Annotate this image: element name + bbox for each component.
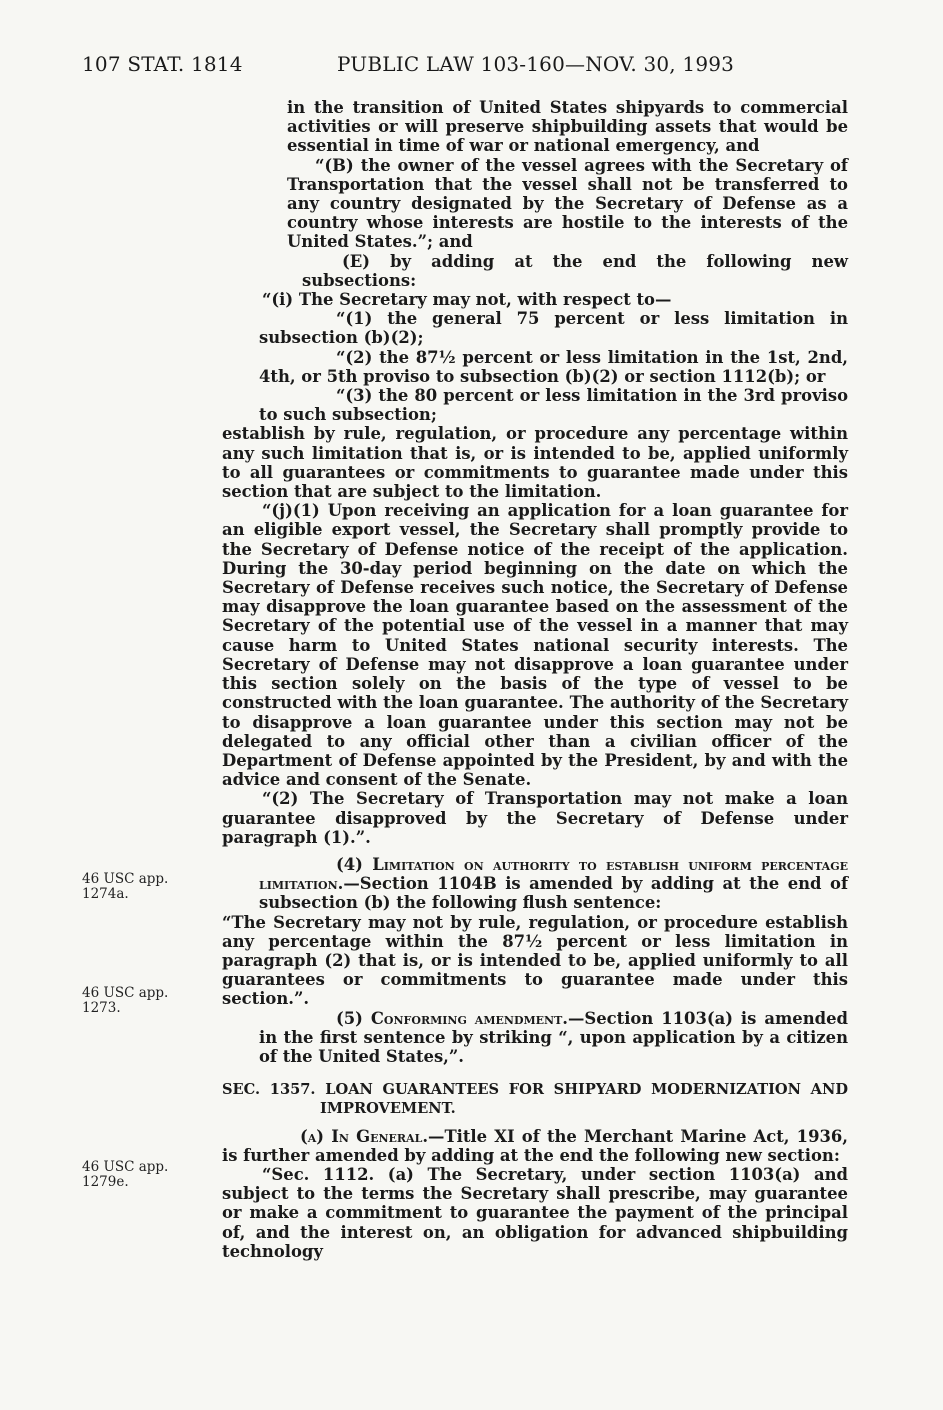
paragraph: (E) by adding at the end the following new subsections: xyxy=(302,251,848,290)
paragraph-heading: (a) In General. xyxy=(300,1126,429,1146)
page-title: PUBLIC LAW 103-160—NOV. 30, 1993 xyxy=(337,52,735,76)
paragraph xyxy=(222,1009,848,1067)
section-heading: SEC. 1357. LOAN GUARANTEES FOR SHIPYARD MODERNIZATION AND IMPROVEMENT. xyxy=(222,1081,848,1118)
margin-note-2-line1: 46 USC app. xyxy=(82,985,169,1001)
paragraph-text: —Section 1104B is amended by adding at the end of subsection (b) the following flush sentence: xyxy=(259,874,848,913)
margin-note-3 xyxy=(82,1160,192,1190)
paragraph: “(2) The Secretary of Transportation may not make a loan guarantee disapproved by the Secretary of Defense under paragraph (1).”. xyxy=(222,789,848,847)
paragraph xyxy=(222,1127,848,1165)
margin-note-1-line2: 1274a. xyxy=(82,886,129,902)
margin-note-2-line2: 1273. xyxy=(82,1000,121,1016)
paragraph xyxy=(222,855,848,913)
document-body xyxy=(222,98,848,1261)
paragraph: “The Secretary may not by rule, regulation, or procedure establish any percentage within the 87½ percent or less limitation in paragraph (2) that is, or is intended to be, applied uniformly to all guarantees or commitments to guarantee made under this section.”. xyxy=(222,912,848,1009)
margin-note-3-line2: 1279e. xyxy=(82,1174,129,1190)
margin-note-1-line1: 46 USC app. xyxy=(82,871,169,887)
paragraph: “(B) the owner of the vessel agrees with the Secretary of Transportation that the vessel shall not be transferred to any country designated by the Secretary of Defense as a country whose interests are hostile to the interests of the United States.”; and xyxy=(287,155,848,252)
paragraph-heading: (4) Limitation on authority to establish uniform percentage limitation. xyxy=(259,854,848,894)
paragraph-text: —Section 1103(a) is amended in the first sentence by striking “, upon application by a citizen of the United States,”. xyxy=(259,1008,848,1066)
paragraph: “(3) the 80 percent or less limitation in the 3rd proviso to such subsection; xyxy=(259,386,848,425)
paragraph: “(2) the 87½ percent or less limitation in the 1st, 2nd, 4th, or 5th proviso to subsection (b)(2) or section 1112(b); or xyxy=(259,347,848,386)
paragraph: “(j)(1) Upon receiving an application for a loan guarantee for an eligible export vessel, the Secretary shall promptly provide to the Secretary of Defense notice of the receipt of the application. During the 30-day period beginning on the date on which the Secretary of Defense receives such notice, the Secretary of Defense may disapprove the loan guarantee based on the assessment of the Secretary of the potential use of the vessel in a manner that may cause harm to United States national security interests. The Secretary of Defense may not disapprove a loan guarantee under this section solely on the basis of the type of vessel to be constructed with the loan guarantee. The authority of the Secretary to disapprove a loan guarantee under this section may not be delegated to any official other than a civilian officer of the Department of Defense appointed by the President, by and with the advice and consent of the Senate. xyxy=(222,501,848,790)
margin-note-1 xyxy=(82,872,192,902)
margin-note-3-line1: 46 USC app. xyxy=(82,1159,169,1175)
paragraph: in the transition of United States shipyards to commercial activities or will preserve shipbuilding assets that would be essential in time of war or national emergency, and xyxy=(287,98,848,156)
paragraph-text: —Title XI of the Merchant Marine Act, 1936, is further amended by adding at the end the following new section: xyxy=(222,1126,849,1165)
paragraph: establish by rule, regulation, or procedure any percentage within any such limitation that is, or is intended to be, applied uniformly to all guarantees or commitments to guarantee made under this section that are subject to the limitation. xyxy=(222,424,848,502)
page-citation: 107 STAT. 1814 xyxy=(82,52,243,76)
paragraph: “(i) The Secretary may not, with respect to— xyxy=(262,290,672,310)
paragraph: “Sec. 1112. (a) The Secretary, under section 1103(a) and subject to the terms the Secretary shall prescribe, may guarantee or make a commitment to guarantee the payment of the principal of, and the interest on, an obligation for advanced shipbuilding technology xyxy=(222,1164,848,1261)
margin-note-2 xyxy=(82,986,192,1016)
paragraph: “(1) the general 75 percent or less limitation in subsection (b)(2); xyxy=(259,309,848,348)
paragraph-heading: (5) Conforming amendment. xyxy=(336,1008,568,1028)
